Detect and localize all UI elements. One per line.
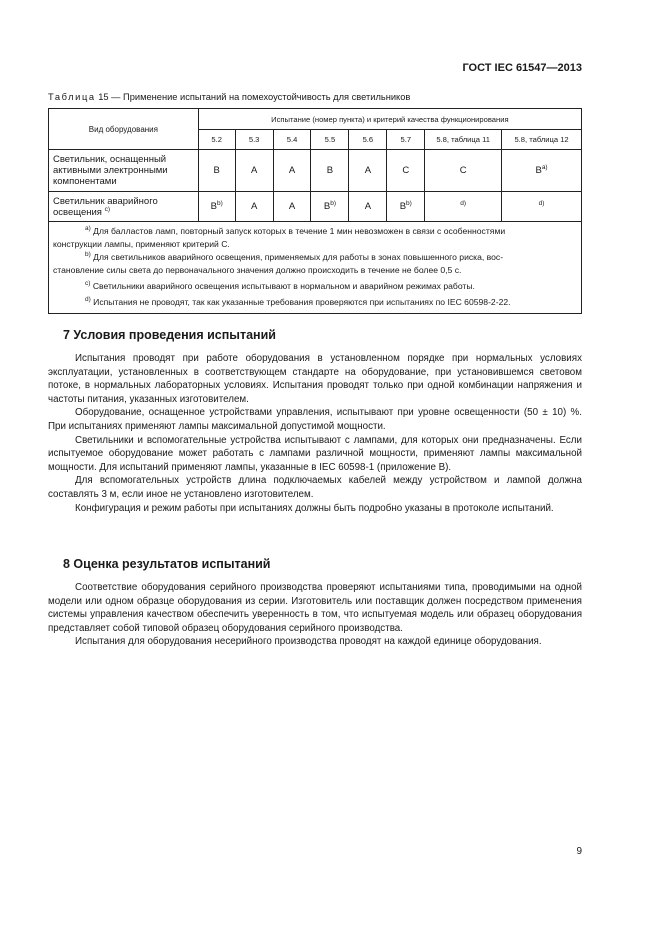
row-label: Светильник, оснащенный активными электронными компонентами bbox=[49, 150, 199, 192]
paragraph: Конфигурация и режим работы при испытаниях должны быть подробно указаны в протоколе испытаний. bbox=[75, 502, 554, 514]
section-7-body bbox=[48, 352, 582, 515]
table-cell: A bbox=[235, 192, 273, 222]
paragraph: Испытания для оборудования несерийного производства проводят на каждой единице оборудования. bbox=[75, 636, 542, 648]
col-header: 5.2 bbox=[198, 130, 235, 150]
paragraph: Оборудование, оснащенное устройствами управления, испытывают при уровне освещенности (50 ± 10) %. При испытаниях применяют лампы максимальной допустимой мощности. bbox=[48, 407, 582, 432]
col-header: 5.4 bbox=[273, 130, 311, 150]
row-label: Светильник аварийного освещения $^{c)}$ bbox=[49, 192, 199, 222]
col-header-equipment: Вид оборудования bbox=[49, 109, 199, 150]
section-7-title: 7 Условия проведения испытаний bbox=[63, 328, 276, 342]
col-header: 5.7 bbox=[387, 130, 425, 150]
table-cell: A bbox=[273, 150, 311, 192]
table-cell: A bbox=[349, 192, 387, 222]
immunity-tests-table bbox=[48, 108, 582, 314]
footnote-a: $^{a)}$ Для балластов ламп, повторный запуск которых в течение 1 мин невозможен в связи с особенностями bbox=[85, 225, 506, 236]
table-caption bbox=[48, 92, 410, 102]
table-cell: d) bbox=[425, 192, 502, 222]
table-footnotes bbox=[49, 222, 582, 314]
col-header: 5.6 bbox=[349, 130, 387, 150]
table-cell: $B^{a)}$ bbox=[502, 150, 582, 192]
col-header: 5.3 bbox=[235, 130, 273, 150]
footnote-b: $^{b)}$ Для светильников аварийного освещения, применяемых для работы в зонах повышенного риска, вос- bbox=[85, 251, 504, 262]
table-cell: B bbox=[198, 150, 235, 192]
paragraph: Для вспомогательных устройств длина подключаемых кабелей между устройством и лампой должна составлять 3 м, если иное не установлено изготовителем. bbox=[48, 475, 582, 500]
table-cell: A bbox=[349, 150, 387, 192]
table-cell: $B^{b)}$ bbox=[387, 192, 425, 222]
table-cell: $B^{b)}$ bbox=[311, 192, 349, 222]
section-8-title: 8 Оценка результатов испытаний bbox=[63, 557, 271, 571]
table-cell: A bbox=[235, 150, 273, 192]
footnote-d: $^{d)}$ Испытания не проводят, так как указанные требования проверяются при испытаниях по IEC 60598-2-22. bbox=[85, 296, 511, 307]
paragraph: Светильники и вспомогательные устройства испытывают с лампами, для которых они предназначены. Если испытуемое оборудование может работать с лампами различной мощности, применяют лампы максимальной мощности. Для испытаний применяют лампы, указанные в IEC 60598-1 (приложение B). bbox=[48, 434, 582, 473]
footnote-a-cont: конструкции лампы, применяют критерий C. bbox=[53, 239, 230, 249]
col-header-group: Испытание (номер пункта) и критерий качества функционирования bbox=[198, 109, 581, 130]
section-8-body bbox=[48, 581, 582, 649]
table-cell: $B^{b)}$ bbox=[198, 192, 235, 222]
col-header: 5.8, таблица 11 bbox=[425, 130, 502, 150]
table-cell: A bbox=[273, 192, 311, 222]
table-cell: d) bbox=[502, 192, 582, 222]
table-row bbox=[49, 150, 582, 192]
table-row bbox=[49, 192, 582, 222]
col-header: 5.5 bbox=[311, 130, 349, 150]
table-cell: C bbox=[387, 150, 425, 192]
col-header: 5.8, таблица 12 bbox=[502, 130, 582, 150]
table-caption-text: 15 — Применение испытаний на помехоустойчивость для светильников bbox=[98, 92, 411, 102]
paragraph: Соответствие оборудования серийного производства проверяют испытаниями типа, проводимыми на одной модели или одном образце оборудования из серии. Изготовитель или поставщик должен посредством применения системы управления качеством обеспечить уверенность в том, что испытуемая модель или образец оборудования представляет собой типовой образец оборудования серийного производства. bbox=[48, 582, 582, 634]
footnote-c: $^{c)}$ Светильники аварийного освещения испытывают в нормальном и аварийном режимах работы. bbox=[85, 280, 475, 291]
table-cell: C bbox=[425, 150, 502, 192]
paragraph: Испытания проводят при работе оборудования в установленном порядке при нормальных условиях эксплуатации, установленных в соответствующем стандарте на оборудование, при установившемся световом потоке, в нормальных лабораторных условиях. Испытания проводят только при одной комбинации напряжения и частоты питания, указанных изготовителем. bbox=[48, 353, 582, 405]
table-cell: B bbox=[311, 150, 349, 192]
page-number: 9 bbox=[576, 846, 582, 857]
standard-code: ГОСТ IEC 61547—2013 bbox=[462, 62, 582, 74]
table-caption-label: Таблица bbox=[48, 92, 96, 102]
footnote-b-cont: становление силы света до первоначального значения должно происходить в течение не более 0,5 с. bbox=[53, 265, 462, 275]
